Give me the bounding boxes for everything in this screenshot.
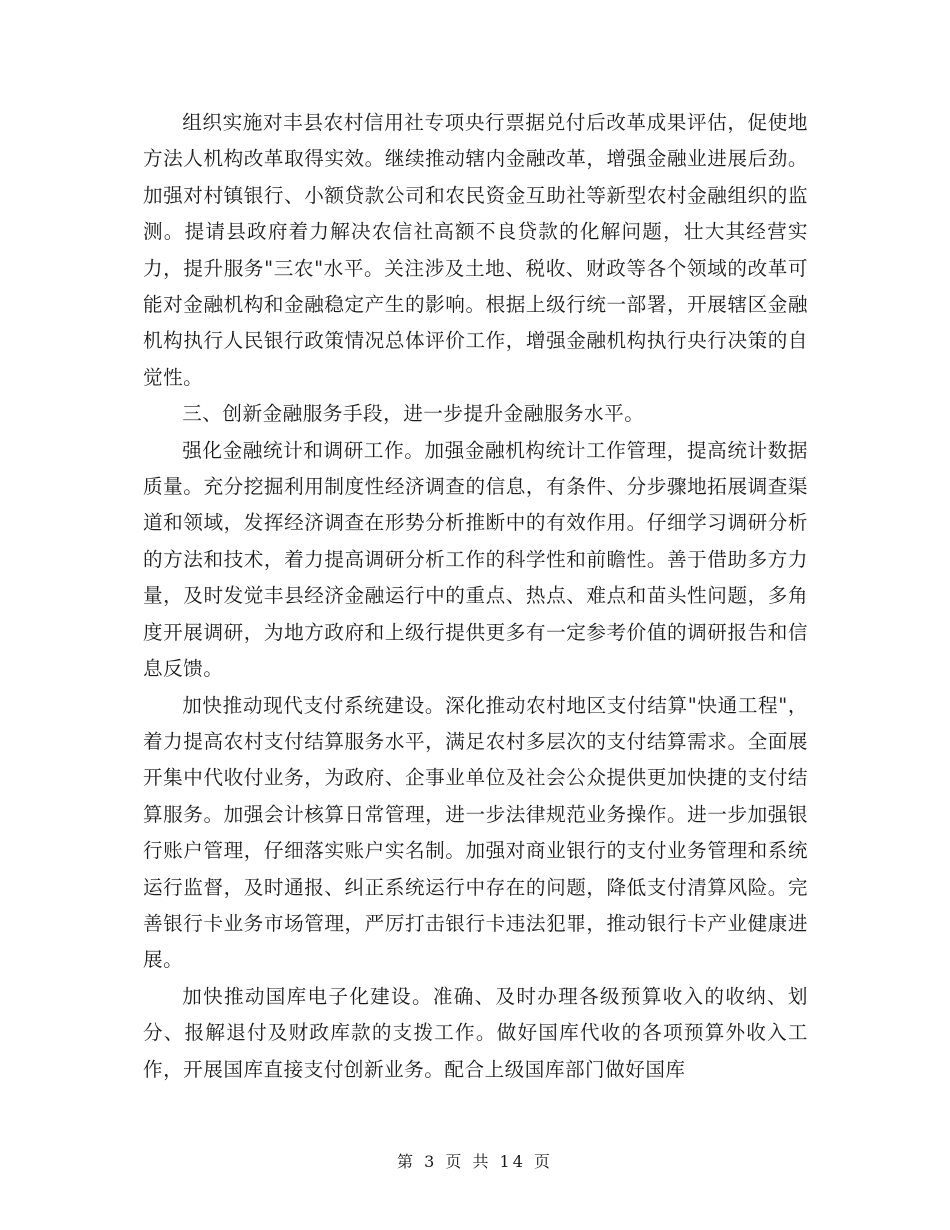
section-heading-three: 三、创新金融服务手段，进一步提升金融服务水平。 xyxy=(182,402,645,426)
paragraph-treasury: 加快推动国库电子化建设。准确、及时办理各级预算收入的收纳、划分、报解退付及财政库款的支拨工作。做好国库代收的各项预算外收入工作，开展国库直接支付创新业务。配合上级国库部门做好国库 xyxy=(143,984,808,1081)
paragraph-finance-reform: 组织实施对丰县农村信用社专项央行票据兑付后改革成果评估，促使地方法人机构改革取得实效。继续推动辖内金融改革，增强金融业进展后劲。加强对村镇银行、小额贷款公司和农民资金互助社等新型农村金融组织的监测。提请县政府着力解决农信社高额不良贷款的化解问题，壮大其经营实力，提升服务"三农"水平。关注涉及土地、税收、财政等各个领域的改革可能对金融机构和金融稳定产生的影响。根据上级行统一部署，开展辖区金融机构执行人民银行政策情况总体评价工作，增强金融机构执行央行决策的自觉性。 xyxy=(143,111,808,389)
document-body xyxy=(143,105,808,1088)
paragraph-statistics-research: 强化金融统计和调研工作。加强金融机构统计工作管理，提高统计数据质量。充分挖掘利用制度性经济调查的信息，有条件、分步骤地拓展调查渠道和领域，发挥经济调查在形势分析推断中的有效作用。仔细学习调研分析的方法和技术，着力提高调研分析工作的科学性和前瞻性。善于借助多方力量，及时发觉丰县经济金融运行中的重点、热点、难点和苗头性问题，多角度开展调研，为地方政府和上级行提供更多有一定参考价值的调研报告和信息反馈。 xyxy=(143,438,808,681)
paragraph-payment-system: 加快推动现代支付系统建设。深化推动农村地区支付结算"快通工程"，着力提高农村支付结算服务水平，满足农村多层次的支付结算需求。全面展开集中代收付业务，为政府、企事业单位及社会公众提供更加快捷的支付结算服务。加强会计核算日常管理，进一步法律规范业务操作。进一步加强银行账户管理，仔细落实账户实名制。加强对商业银行的支付业务管理和系统运行监督，及时通报、纠正系统运行中存在的问题，降低支付清算风险。完善银行卡业务市场管理，严厉打击银行卡违法犯罪，推动银行卡产业健康进展。 xyxy=(143,693,808,972)
page-number-footer: 第 3 页 共 14 页 xyxy=(397,1152,553,1171)
